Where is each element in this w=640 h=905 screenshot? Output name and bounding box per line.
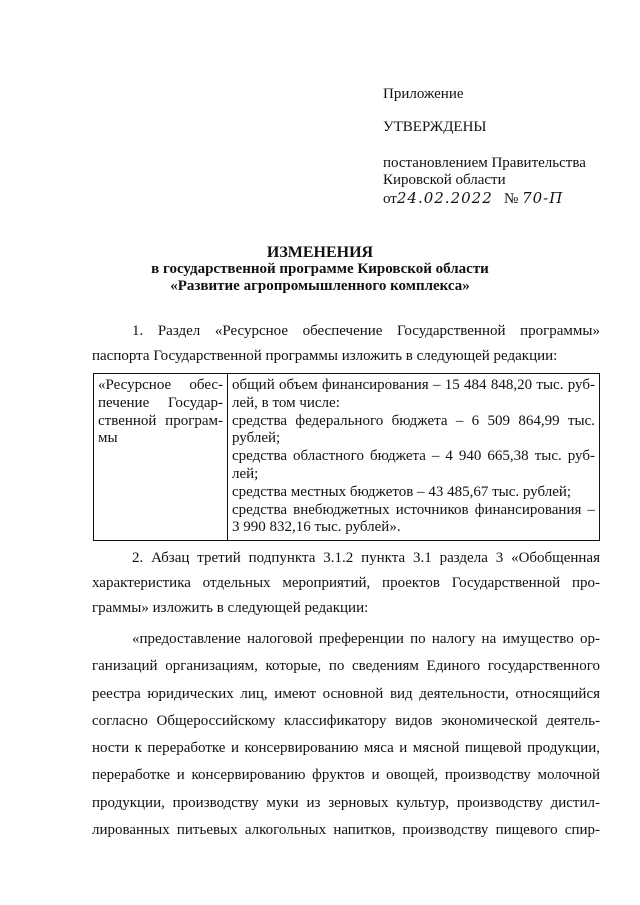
document-heading: ИЗМЕНЕНИЯ — [266, 244, 374, 261]
text-line: 2. Абзац третий подпункта 3.1.2 пункта 3.1 раздела 3 «Обобщенная — [132, 550, 600, 566]
cell-line: «Ресурсное обес- — [98, 377, 223, 393]
cell-line: лей, в том числе: — [232, 394, 340, 411]
text-line: реестра юридических лиц, имеют основной вид деятельности, относящийся — [92, 685, 600, 702]
text-line: ганизаций организациям, которые, по сведениям Единого государственного — [92, 658, 600, 675]
resource-table — [93, 373, 600, 541]
cell-line: мы — [98, 430, 118, 447]
text-line: лированных питьевых алкогольных напитков, производству пищевого спир- — [92, 822, 600, 839]
resolution-label: постановлением Правительства — [383, 155, 586, 171]
cell-line: общий объем финансирования – 15 484 848,20 тыс. руб- — [232, 377, 595, 393]
cell-line: средства внебюджетных источников финансирования – — [232, 501, 595, 518]
text-line: ности к переработке и консервированию мяса и мясной пищевой продукции, — [92, 740, 600, 757]
cell-line: средства местных бюджетов – 43 485,67 тыс. рублей; — [232, 483, 572, 500]
text-line: «предоставление налоговой преференции по налогу на имущество ор- — [132, 631, 600, 647]
item-2-paragraph — [92, 546, 600, 621]
quoted-paragraph — [92, 626, 600, 844]
text-line: согласно Общероссийскому классификатору видов экономической деятель- — [92, 712, 600, 729]
cell-line: печение Государ- — [98, 394, 223, 411]
item-1-paragraph — [92, 319, 600, 369]
number-prefix: № — [504, 191, 519, 207]
approved-label: УТВЕРЖДЕНЫ — [383, 119, 487, 135]
cell-line: рублей; — [232, 430, 281, 447]
date-prefix: от — [383, 191, 397, 207]
text-line: характеристика отдельных мероприятий, проектов Государственной про- — [92, 575, 600, 591]
region-label: Кировской области — [383, 172, 506, 188]
text-line: паспорта Государственной программы изложить в следующей редакции: — [92, 348, 558, 364]
cell-line: лей; — [232, 465, 259, 482]
handwritten-date: 24.02.2022 — [396, 189, 493, 207]
handwritten-number: 70-П — [522, 189, 564, 207]
text-line: 1. Раздел «Ресурсное обеспечение Государственной программы» — [132, 323, 600, 339]
appendix-label: Приложение — [383, 86, 464, 102]
table-cell-label — [94, 374, 228, 541]
text-line: граммы» изложить в следующей редакции: — [92, 600, 369, 616]
cell-line: средства федерального бюджета – 6 509 864,99 тыс. — [232, 412, 595, 429]
cell-line: средства областного бюджета – 4 940 665,38 тыс. руб- — [232, 448, 595, 465]
text-line: переработке и консервированию фруктов и овощей, производству молочной — [92, 767, 600, 784]
document-subheading: в государственной программе Кировской области — [151, 261, 489, 277]
text-line: продукции, производству муки из зерновых культур, производству дистил- — [92, 794, 600, 811]
cell-line: 3 990 832,16 тыс. рублей». — [232, 519, 401, 536]
table-row — [94, 374, 600, 541]
cell-line: ственной програм- — [98, 412, 223, 429]
date-number-line — [383, 190, 563, 208]
table-cell-value — [228, 374, 600, 541]
program-name: «Развитие агропромышленного комплекса» — [170, 278, 470, 294]
